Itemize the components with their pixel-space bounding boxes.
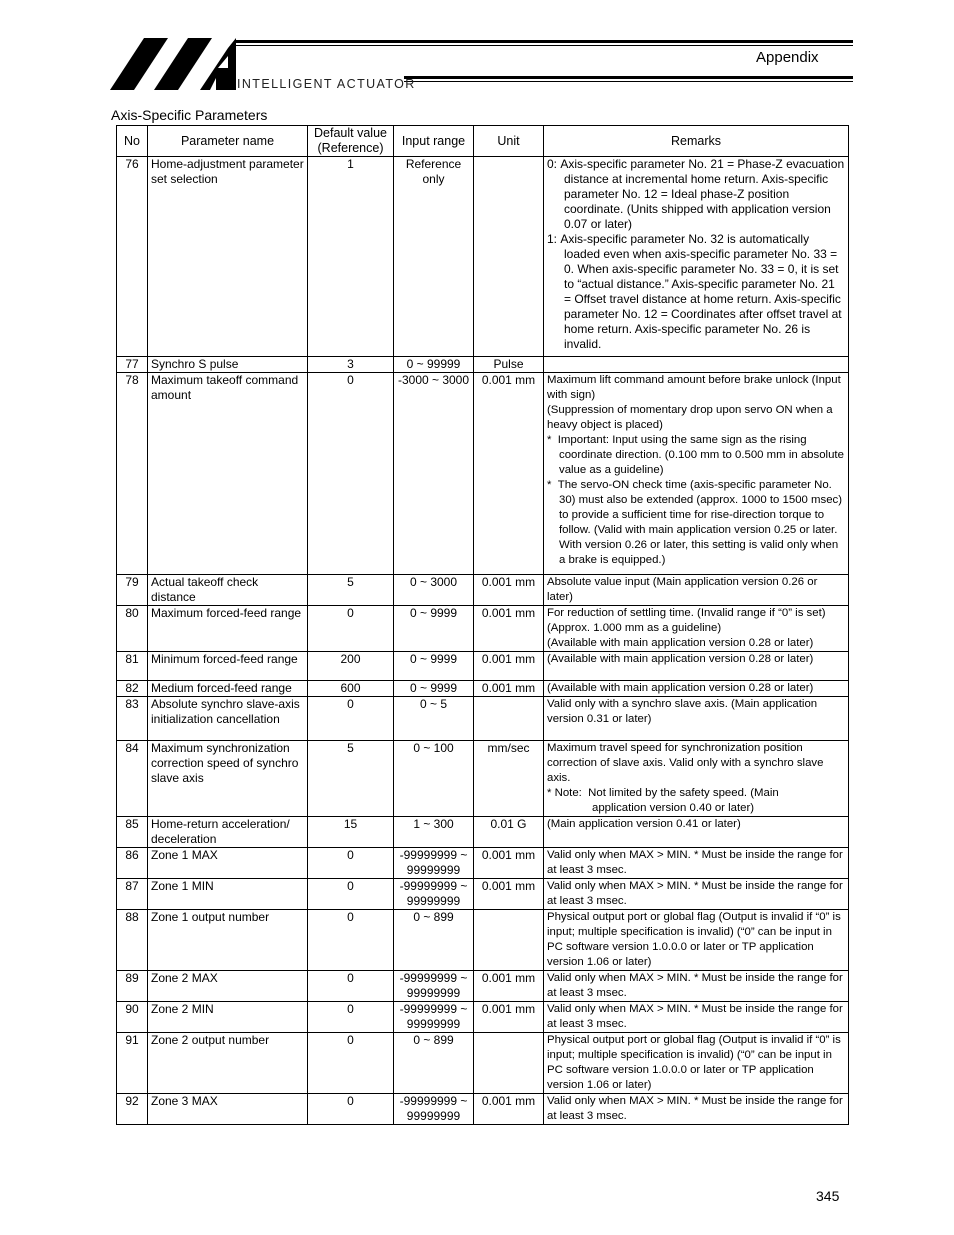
table-row <box>117 606 849 652</box>
cell-default-value: 0 <box>308 1002 394 1033</box>
cell-parameter-name: Zone 2 output number <box>148 1033 308 1094</box>
remark-line: * Important: Input using the same sign as the rising coordinate direction. (0.100 mm to 0.500 mm in absolute value as a guideline) <box>547 434 844 476</box>
cell-default-value: 0 <box>308 879 394 910</box>
remark-line: (Available with main application version 0.28 or later) <box>547 653 814 665</box>
header-rule <box>236 40 853 43</box>
cell-parameter-name: Synchro S pulse <box>148 357 308 373</box>
cell-no: 87 <box>117 879 148 910</box>
table-row <box>117 1002 849 1033</box>
cell-remarks <box>544 157 849 357</box>
cell-default-value: 0 <box>308 910 394 971</box>
cell-remarks <box>544 910 849 971</box>
cell-input-range: -99999999 ~ 99999999 <box>394 1094 474 1125</box>
cell-remarks <box>544 606 849 652</box>
cell-default-value: 0 <box>308 373 394 575</box>
cell-default-value: 1 <box>308 157 394 357</box>
cell-remarks <box>544 681 849 697</box>
cell-parameter-name: Zone 1 MAX <box>148 848 308 879</box>
cell-input-range: 1 ~ 300 <box>394 817 474 848</box>
cell-unit <box>474 157 544 357</box>
cell-no: 89 <box>117 971 148 1002</box>
cell-unit <box>474 910 544 971</box>
remark-line: Valid only when MAX > MIN. * Must be inside the range for at least 3 msec. <box>547 972 843 999</box>
table-row <box>117 879 849 910</box>
cell-remarks <box>544 848 849 879</box>
cell-unit <box>474 697 544 741</box>
table-row <box>117 848 849 879</box>
cell-remarks <box>544 357 849 373</box>
cell-no: 86 <box>117 848 148 879</box>
remark-line: Valid only with a synchro slave axis. (Main application version 0.31 or later) <box>547 698 818 725</box>
remark-line: (Suppression of momentary drop upon servo ON when a heavy object is placed) <box>547 404 833 431</box>
cell-parameter-name: Zone 1 MIN <box>148 879 308 910</box>
cell-input-range: -99999999 ~ 99999999 <box>394 848 474 879</box>
cell-input-range: -99999999 ~ 99999999 <box>394 879 474 910</box>
cell-no: 82 <box>117 681 148 697</box>
brand-text: INTELLIGENT ACTUATOR <box>237 77 416 91</box>
table-row <box>117 741 849 817</box>
remark-line: Valid only when MAX > MIN. * Must be inside the range for at least 3 msec. <box>547 849 843 876</box>
table-row <box>117 575 849 606</box>
cell-parameter-name: Maximum takeoff command amount <box>148 373 308 575</box>
remark-line: application version 0.40 or later) <box>592 802 755 814</box>
cell-default-value: 5 <box>308 741 394 817</box>
remark-line: Valid only when MAX > MIN. * Must be inside the range for at least 3 msec. <box>547 1003 843 1030</box>
cell-no: 84 <box>117 741 148 817</box>
cell-no: 81 <box>117 652 148 681</box>
cell-input-range: -99999999 ~ 99999999 <box>394 971 474 1002</box>
cell-parameter-name: Maximum synchronization correction speed of synchro slave axis <box>148 741 308 817</box>
cell-unit: 0.001 mm <box>474 606 544 652</box>
remark-line: Maximum travel speed for synchronization position correction of slave axis. Valid only with a synchro slave axis. <box>547 742 824 784</box>
cell-parameter-name: Home-adjustment parameter set selection <box>148 157 308 357</box>
cell-parameter-name: Home-return acceleration/ deceleration <box>148 817 308 848</box>
cell-default-value: 15 <box>308 817 394 848</box>
cell-input-range: 0 ~ 899 <box>394 1033 474 1094</box>
cell-input-range: Reference only <box>394 157 474 357</box>
cell-input-range: 0 ~ 9999 <box>394 606 474 652</box>
cell-unit: Pulse <box>474 357 544 373</box>
cell-unit: 0.001 mm <box>474 879 544 910</box>
remark-line: * Note: Not limited by the safety speed. (Main <box>547 787 779 799</box>
cell-parameter-name: Zone 1 output number <box>148 910 308 971</box>
cell-default-value: 600 <box>308 681 394 697</box>
cell-no: 78 <box>117 373 148 575</box>
cell-remarks <box>544 817 849 848</box>
page-number: 345 <box>816 1188 840 1204</box>
column-header-unit: Unit <box>474 126 544 157</box>
cell-parameter-name: Absolute synchro slave-axis initialization cancellation <box>148 697 308 741</box>
cell-input-range: 0 ~ 99999 <box>394 357 474 373</box>
remark-line: (Available with main application version 0.28 or later) <box>547 637 814 649</box>
cell-unit: 0.01 G <box>474 817 544 848</box>
cell-default-value: 5 <box>308 575 394 606</box>
remark-line: Valid only when MAX > MIN. * Must be inside the range for at least 3 msec. <box>547 880 843 907</box>
header-rule <box>236 45 853 46</box>
cell-parameter-name: Actual takeoff check distance <box>148 575 308 606</box>
cell-no: 85 <box>117 817 148 848</box>
axis-parameters-table <box>116 125 849 1125</box>
table-row <box>117 817 849 848</box>
cell-default-value: 0 <box>308 697 394 741</box>
table-row <box>117 157 849 357</box>
cell-remarks <box>544 697 849 741</box>
cell-no: 88 <box>117 910 148 971</box>
header-rule <box>404 81 853 82</box>
remark-line: (Main application version 0.41 or later) <box>547 818 741 830</box>
table-header-row <box>117 126 849 157</box>
cell-parameter-name: Zone 2 MAX <box>148 971 308 1002</box>
remark-line: * The servo-ON check time (axis-specific parameter No. 30) must also be extended (approx. 1000 to 1500 msec) to provide a sufficient time for rise-direction torque to follow. (Valid with main application version 0.25 or later. With version 0.26 or later, this setting is valid only when a brake is equipped.) <box>547 479 843 566</box>
cell-parameter-name: Zone 2 MIN <box>148 1002 308 1033</box>
cell-unit: 0.001 mm <box>474 373 544 575</box>
table-row <box>117 373 849 575</box>
remark-line: For reduction of settling time. (Invalid range if “0” is set) (Approx. 1.000 mm as a guideline) <box>547 607 826 634</box>
cell-default-value: 0 <box>308 606 394 652</box>
remark-line: 1: Axis-specific parameter No. 32 is automatically loaded even when axis-specific parameter No. 33 = 0. When axis-specific parameter No. 33 = 0, it is set to “actual distance.” Axis-specific parameter No. 21 = Offset travel distance at home return. Axis-specific parameter No. 12 = Coordinates after offset travel at home return. Axis-specific parameter No. 26 is invalid. <box>547 232 842 351</box>
cell-input-range: 0 ~ 3000 <box>394 575 474 606</box>
cell-no: 77 <box>117 357 148 373</box>
cell-default-value: 0 <box>308 1033 394 1094</box>
cell-input-range: -99999999 ~ 99999999 <box>394 1002 474 1033</box>
cell-parameter-name: Maximum forced-feed range <box>148 606 308 652</box>
cell-remarks <box>544 1002 849 1033</box>
cell-default-value: 0 <box>308 1094 394 1125</box>
cell-remarks <box>544 1094 849 1125</box>
cell-input-range: 0 ~ 899 <box>394 910 474 971</box>
cell-input-range: 0 ~ 9999 <box>394 652 474 681</box>
column-header-default-value: Default value (Reference) <box>308 126 394 157</box>
table-row <box>117 652 849 681</box>
table-row <box>117 681 849 697</box>
cell-remarks <box>544 373 849 575</box>
cell-remarks <box>544 741 849 817</box>
table-row <box>117 971 849 1002</box>
cell-remarks <box>544 971 849 1002</box>
cell-no: 91 <box>117 1033 148 1094</box>
cell-unit: 0.001 mm <box>474 971 544 1002</box>
column-header-parameter-name: Parameter name <box>148 126 308 157</box>
cell-no: 83 <box>117 697 148 741</box>
cell-parameter-name: Minimum forced-feed range <box>148 652 308 681</box>
table-row <box>117 697 849 741</box>
cell-default-value: 0 <box>308 848 394 879</box>
cell-remarks <box>544 879 849 910</box>
remark-line: 0: Axis-specific parameter No. 21 = Phase-Z evacuation distance at incremental home return. Axis-specific parameter No. 12 = Ideal phase-Z position coordinate. (Units shipped with application version 0.07 or later) <box>547 157 845 231</box>
remark-line: Maximum lift command amount before brake unlock (Input with sign) <box>547 374 841 401</box>
remark-line: (Available with main application version 0.28 or later) <box>547 682 814 694</box>
column-header-remarks: Remarks <box>544 126 849 157</box>
cell-unit: 0.001 mm <box>474 575 544 606</box>
cell-input-range: 0 ~ 5 <box>394 697 474 741</box>
table-row <box>117 1094 849 1125</box>
cell-default-value: 3 <box>308 357 394 373</box>
page-title: Axis-Specific Parameters <box>111 107 268 123</box>
remark-line: Physical output port or global flag (Output is invalid if “0” is input; multiple specification is invalid) (“0” can be input in PC software version 1.0.0.0 or later or TP application version 1.06 or later) <box>547 1034 841 1091</box>
cell-no: 79 <box>117 575 148 606</box>
cell-parameter-name: Medium forced-feed range <box>148 681 308 697</box>
cell-default-value: 200 <box>308 652 394 681</box>
cell-default-value: 0 <box>308 971 394 1002</box>
table-row <box>117 910 849 971</box>
cell-remarks <box>544 575 849 606</box>
remark-line: Physical output port or global flag (Output is invalid if “0” is input; multiple specification is invalid) (“0” can be input in PC software version 1.0.0.0 or later or TP application version 1.06 or later) <box>547 911 841 968</box>
cell-unit: 0.001 mm <box>474 681 544 697</box>
cell-unit <box>474 1033 544 1094</box>
column-header-no: No <box>117 126 148 157</box>
cell-parameter-name: Zone 3 MAX <box>148 1094 308 1125</box>
cell-no: 92 <box>117 1094 148 1125</box>
cell-input-range: 0 ~ 100 <box>394 741 474 817</box>
section-label: Appendix <box>756 49 819 66</box>
cell-remarks <box>544 1033 849 1094</box>
cell-remarks <box>544 652 849 681</box>
column-header-input-range: Input range <box>394 126 474 157</box>
table-row <box>117 357 849 373</box>
cell-unit: 0.001 mm <box>474 848 544 879</box>
cell-unit: 0.001 mm <box>474 652 544 681</box>
remark-line: Absolute value input (Main application version 0.26 or later) <box>547 576 818 603</box>
table-row <box>117 1033 849 1094</box>
cell-unit: 0.001 mm <box>474 1094 544 1125</box>
cell-input-range: 0 ~ 9999 <box>394 681 474 697</box>
cell-no: 76 <box>117 157 148 357</box>
cell-unit: mm/sec <box>474 741 544 817</box>
cell-no: 80 <box>117 606 148 652</box>
header-rule <box>404 76 853 79</box>
cell-no: 90 <box>117 1002 148 1033</box>
cell-input-range: -3000 ~ 3000 <box>394 373 474 575</box>
remark-line: Valid only when MAX > MIN. * Must be inside the range for at least 3 msec. <box>547 1095 843 1122</box>
cell-unit: 0.001 mm <box>474 1002 544 1033</box>
